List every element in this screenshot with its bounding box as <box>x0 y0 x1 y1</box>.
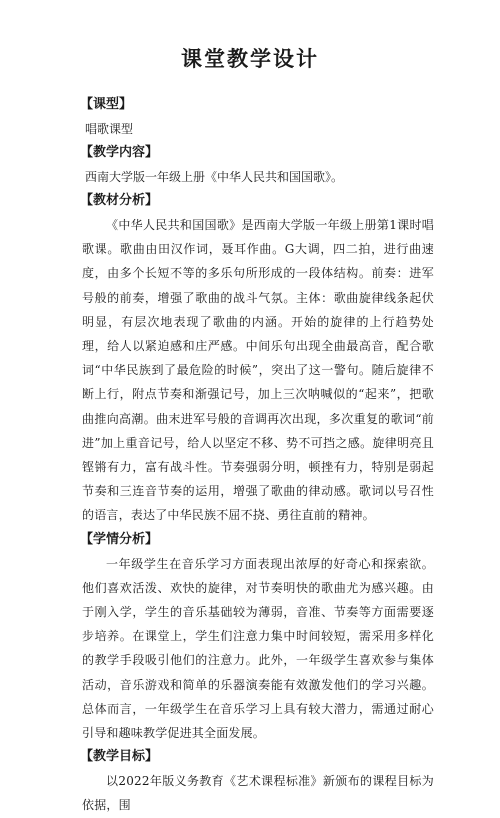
section-heading-teaching-objectives: 【教学目标】 <box>80 749 159 765</box>
teaching-objectives-paragraph: 以2022年版义务教育《艺术课程标准》新颁布的课程目标为依据，围 <box>82 774 434 813</box>
section-heading-teaching-content: 【教学内容】 <box>80 145 159 160</box>
document-title: 课堂教学设计 <box>181 47 319 71</box>
section-heading-material-analysis: 【教材分析】 <box>80 193 159 208</box>
material-analysis-paragraph: 《中华人民共和国国歌》是西南大学版一年级上册第1课时唱歌课。歌曲由田汉作词，聂耳作曲。G大调，四二拍，进行曲速度，由多个长短不等的多乐句所形成的一段体结构。前奏：进军号般的前奏，增强了歌曲的战斗气氛。主体：歌曲旋律线条起伏明显，有层次地表现了歌曲的内涵。开始的旋律的上行趋势处理，给人以紧迫感和庄严感。中间乐句出现全曲最高音，配合歌词“中华民族到了最危险的时候”，突出了这一警句。随后旋律不断上行，附点节奏和渐强记号，加上三次呐喊似的“起来”，把歌曲推向高潮。曲末进军号般的音调再次出现，多次重复的歌词“前进”加上重音记号，给人以坚定不移、势不可挡之感。旋律明亮且铿锵有力，富有战斗性。节奏强弱分明，顿挫有力，特别是弱起节奏和三连音节奏的运用，增强了歌曲的律动感。歌词以号召性的语言，表达了中华民族不屈不挠、勇往直前的精神。 <box>82 218 434 523</box>
document-body <box>82 93 434 818</box>
lesson-type-text: 唱歌课型 <box>85 122 134 136</box>
teaching-content-text: 西南大学版一年级上册《中华人民共和国国歌》。 <box>85 170 344 184</box>
section-heading-lesson-type: 【课型】 <box>80 97 133 112</box>
student-analysis-paragraph: 一年级学生在音乐学习方面表现出浓厚的好奇心和探索欲。他们喜欢活泼、欢快的旋律，对节奏明快的歌曲尤为感兴趣。由于刚入学，学生的音乐基础较为薄弱，音准、节奏等方面需要逐步培养。在课堂上，学生们注意力集中时间较短，需采用多样化的教学手段吸引他们的注意力。此外，一年级学生喜欢参与集体活动，音乐游戏和简单的乐器演奏能有效激发他们的学习兴趣。总体而言，一年级学生在音乐学习上具有较大潜力，需通过耐心引导和趣味教学促进其全面发展。 <box>82 556 434 741</box>
section-heading-student-analysis: 【学情分析】 <box>80 531 159 547</box>
